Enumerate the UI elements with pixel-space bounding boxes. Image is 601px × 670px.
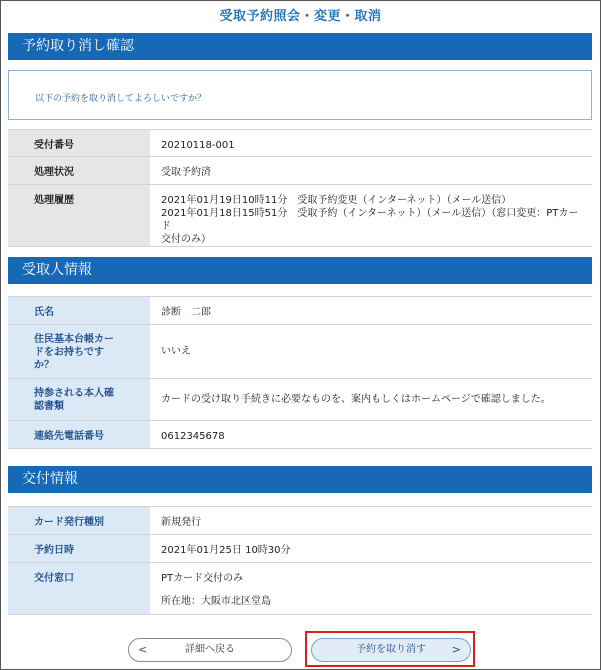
section-header-delivery: 交付情報 bbox=[8, 466, 592, 493]
table-row bbox=[8, 185, 592, 247]
confirm-notice: 以下の予約を取り消してよろしいですか？ bbox=[8, 70, 592, 120]
table-row bbox=[8, 297, 592, 325]
juki-card-label bbox=[8, 325, 150, 379]
back-to-details-button[interactable] bbox=[128, 638, 292, 662]
table-row bbox=[8, 535, 592, 563]
window-value bbox=[150, 563, 592, 615]
name-value: 診断 二郎 bbox=[150, 297, 592, 325]
table-row bbox=[8, 421, 592, 449]
receipt-no-value: 20210118-001 bbox=[150, 130, 592, 157]
window-line: 所在地：大阪市北区堂島 bbox=[161, 596, 271, 607]
label-line: 住民基本台帳カー bbox=[34, 334, 114, 345]
section-header-recipient: 受取人情報 bbox=[8, 257, 592, 284]
delivery-table bbox=[8, 506, 592, 615]
status-value: 受取予約済 bbox=[150, 157, 592, 185]
chevron-right-icon: > bbox=[451, 643, 461, 656]
chevron-left-icon: < bbox=[138, 643, 148, 656]
label-line: 認書類 bbox=[34, 401, 64, 412]
recipient-table bbox=[8, 296, 592, 449]
status-label: 処理状況 bbox=[8, 157, 150, 185]
history-label: 処理履歴 bbox=[8, 185, 150, 247]
history-line: 2021年01月18日15時51分 受取予約（インターネット）（メール送信）（窓口変更：PTカード bbox=[161, 208, 579, 232]
table-row bbox=[8, 325, 592, 379]
receipt-no-label: 受付番号 bbox=[8, 130, 150, 157]
history-line: 2021年01月19日10時11分 受取予約変更（インターネット）（メール送信） bbox=[161, 195, 512, 206]
id-docs-value: カードの受け取り手続きに必要なものを、案内もしくはホームページで確認しました。 bbox=[150, 379, 592, 421]
back-button-label: 詳細へ戻る bbox=[185, 644, 235, 655]
appointment-value: 2021年01月25日 10時30分 bbox=[150, 535, 592, 563]
cancel-reservation-button[interactable] bbox=[311, 638, 471, 662]
name-label: 氏名 bbox=[8, 297, 150, 325]
label-line: か？ bbox=[34, 360, 54, 371]
table-row bbox=[8, 130, 592, 157]
table-row bbox=[8, 563, 592, 615]
label-line: 持参される本人確 bbox=[34, 388, 114, 399]
window-line: PTカード交付のみ bbox=[161, 573, 244, 584]
page-title: 受取予約照会・変更・取消 bbox=[219, 9, 382, 24]
phone-value: 0612345678 bbox=[150, 421, 592, 449]
phone-label: 連絡先電話番号 bbox=[8, 421, 150, 449]
card-type-label: カード発行種別 bbox=[8, 507, 150, 535]
section-header-cancel-confirm: 予約取り消し確認 bbox=[8, 33, 592, 60]
history-line: 交付のみ） bbox=[161, 234, 211, 245]
appointment-label: 予約日時 bbox=[8, 535, 150, 563]
history-value bbox=[150, 185, 592, 247]
table-row bbox=[8, 379, 592, 421]
label-line: ドをお持ちです bbox=[34, 347, 104, 358]
table-row bbox=[8, 157, 592, 185]
id-docs-label bbox=[8, 379, 150, 421]
card-type-value: 新規発行 bbox=[150, 507, 592, 535]
window-label: 交付窓口 bbox=[8, 563, 150, 615]
cancel-button-label: 予約を取り消す bbox=[356, 644, 426, 655]
table-row bbox=[8, 507, 592, 535]
juki-card-value: いいえ bbox=[150, 325, 592, 379]
reservation-table bbox=[8, 129, 592, 247]
